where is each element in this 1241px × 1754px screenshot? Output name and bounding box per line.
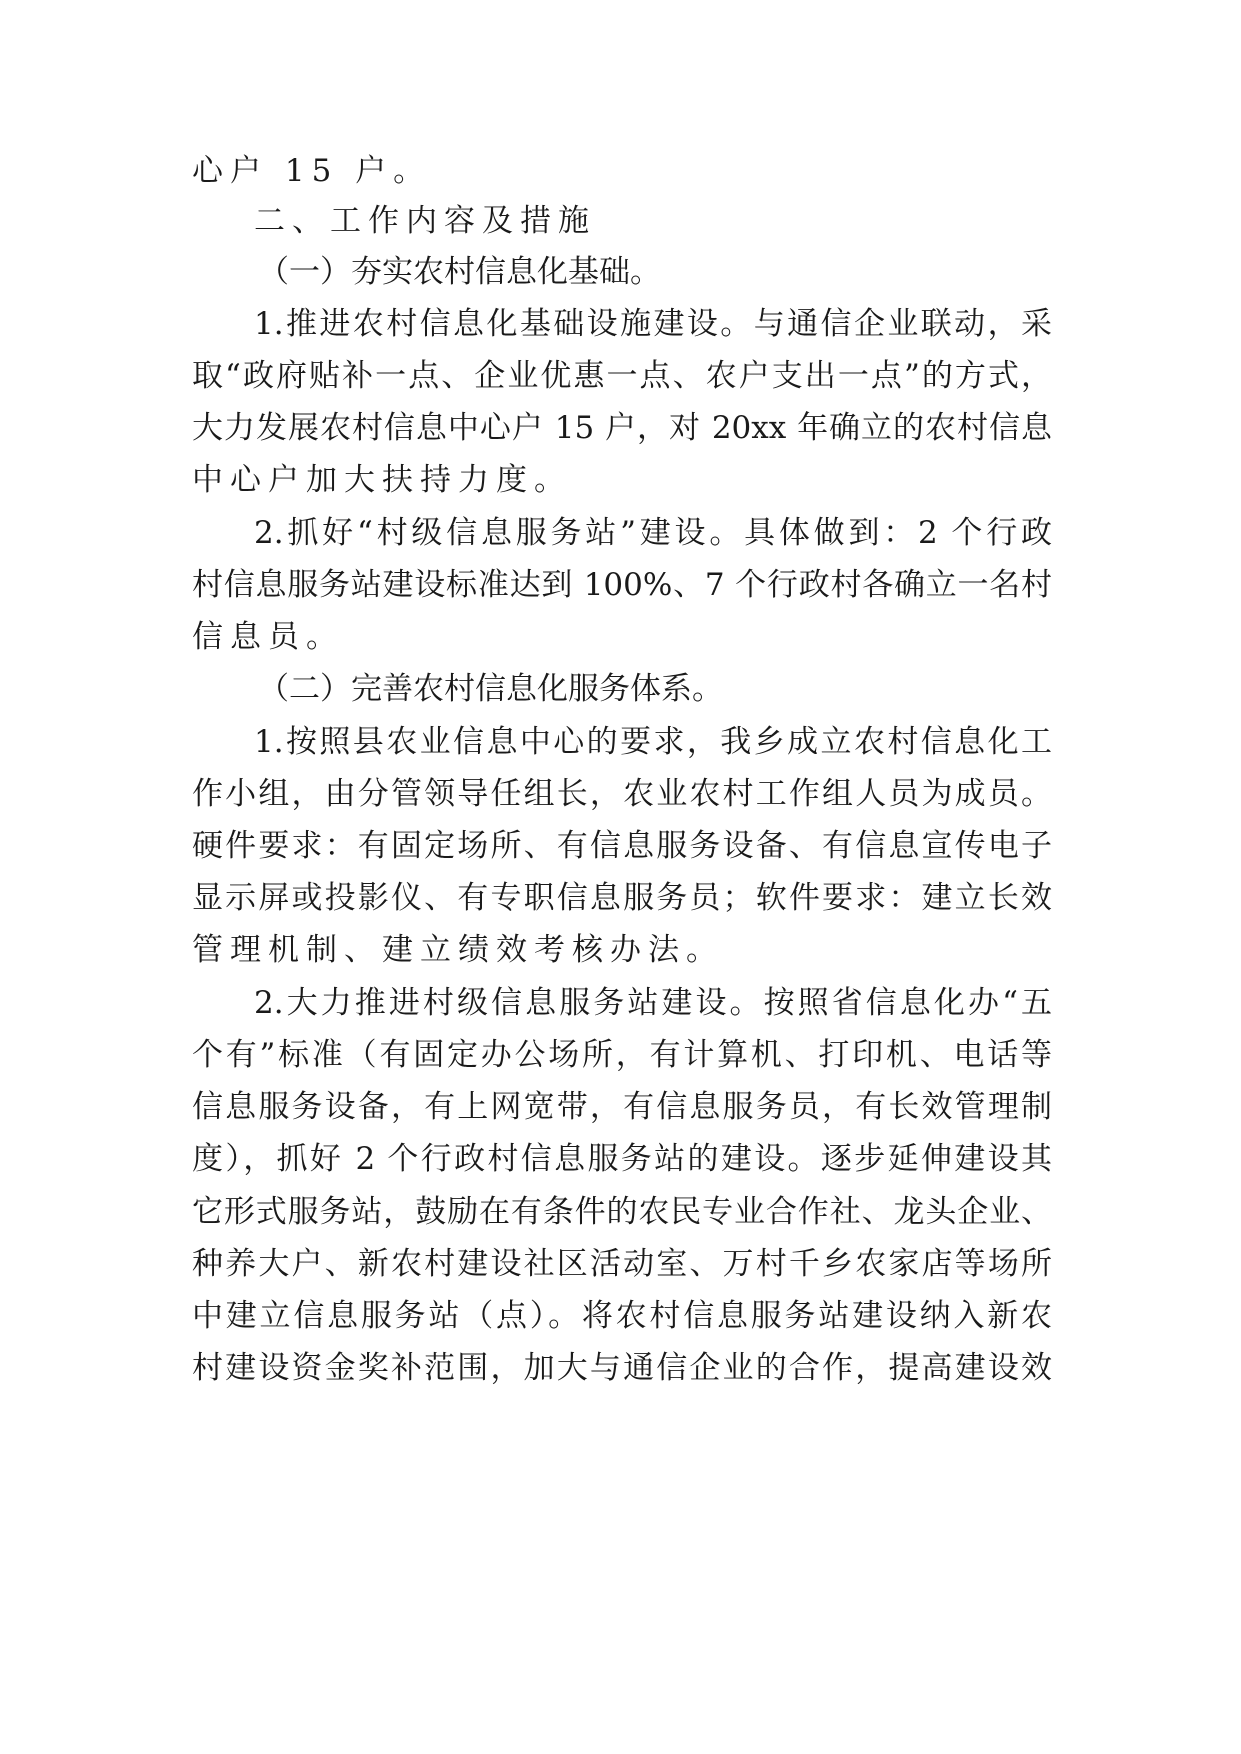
text-line: 1.按照县农业信息中心的要求，我乡成立农村信息化工 bbox=[254, 724, 1052, 760]
text-line: 中心户加大扶持力度。 bbox=[192, 462, 572, 498]
text-line: 显示屏或投影仪、有专职信息服务员；软件要求：建立长效 bbox=[192, 880, 1052, 916]
section-heading: 二、工作内容及措施 bbox=[254, 203, 596, 239]
text-line: 度），抓好 2 个行政村信息服务站的建设。逐步延伸建设其 bbox=[192, 1141, 1052, 1177]
text-line: 1.推进农村信息化基础设施建设。与通信企业联动，采 bbox=[254, 306, 1052, 342]
text-line: 取“政府贴补一点、企业优惠一点、农户支出一点”的方式， bbox=[192, 358, 1052, 394]
text-line: 大力发展农村信息中心户 15 户，对 20xx 年确立的农村信息 bbox=[192, 410, 1052, 446]
text-line: 村信息服务站建设标准达到 100%、7 个行政村各确立一名村 bbox=[192, 567, 1052, 603]
text-line: 信息员。 bbox=[192, 619, 344, 655]
text-line: 管理机制、建立绩效考核办法。 bbox=[192, 932, 724, 968]
subsection-heading: （一）夯实农村信息化基础。 bbox=[258, 254, 661, 290]
text-line: 2.抓好“村级信息服务站”建设。具体做到：2 个行政 bbox=[254, 515, 1052, 551]
subsection-heading: （二）完善农村信息化服务体系。 bbox=[258, 671, 723, 707]
text-line: 个有”标准（有固定办公场所，有计算机、打印机、电话等 bbox=[192, 1037, 1052, 1073]
text-line: 作小组，由分管领导任组长，农业农村工作组人员为成员。 bbox=[192, 776, 1052, 812]
text-line: 村建设资金奖补范围，加大与通信企业的合作，提高建设效 bbox=[192, 1350, 1052, 1386]
text-line: 它形式服务站，鼓励在有条件的农民专业合作社、龙头企业、 bbox=[192, 1194, 1052, 1230]
text-line: 信息服务设备，有上网宽带，有信息服务员，有长效管理制 bbox=[192, 1089, 1052, 1125]
text-line: 心户 15 户。 bbox=[192, 153, 432, 189]
text-line: 种养大户、新农村建设社区活动室、万村千乡农家店等场所 bbox=[192, 1246, 1052, 1282]
text-line: 中建立信息服务站（点）。将农村信息服务站建设纳入新农 bbox=[192, 1298, 1052, 1334]
text-line: 硬件要求：有固定场所、有信息服务设备、有信息宣传电子 bbox=[192, 828, 1052, 864]
text-line: 2.大力推进村级信息服务站建设。按照省信息化办“五 bbox=[254, 985, 1052, 1021]
